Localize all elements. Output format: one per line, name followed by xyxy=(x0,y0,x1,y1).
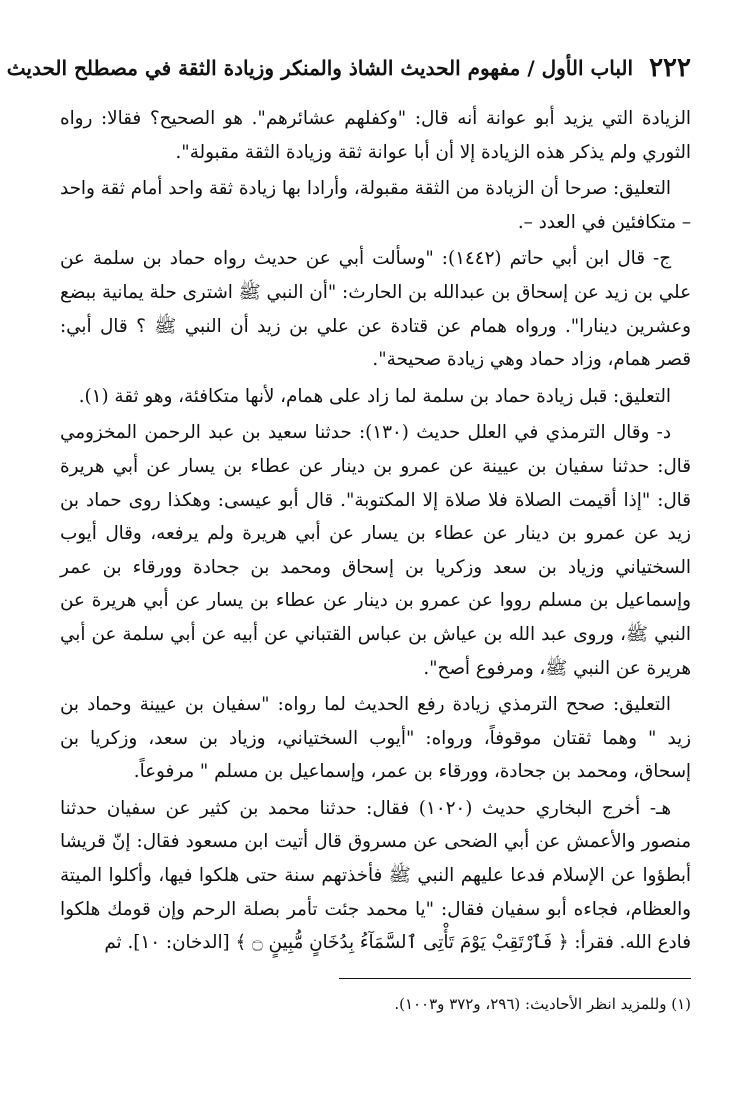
paragraph: الزيادة التي يزيد أبو عوانة أنه قال: "وكفلهم عشائرهم". هو الصحيح؟ فقالا: رواه الثوري ولم يذكر هذه الزيادة إلا أن أبا عوانة ثقة وزيادة الثقة مقبولة". xyxy=(60,108,691,163)
paragraph: التعليق: صرحا أن الزيادة من الثقة مقبولة، وأرادا بها زيادة ثقة واحد أمام ثقة واحد – متكافئين في العدد –. xyxy=(60,178,691,233)
paragraph: ج- قال ابن أبي حاتم (١٤٤٢): "وسألت أبي عن حديث رواه حماد بن سلمة عن علي بن زيد عن إسحاق بن عبدالله بن الحارث: "أن النبي ﷺ اشترى حلة يمانية ببضع وعشرين دينارا". ورواه همام عن قتادة عن علي بن زيد أن النبي ﷺ ؟ قال أبي: قصر همام، وزاد حماد وهي زيادة صحيحة". xyxy=(60,248,691,371)
chapter-title: الباب الأول / مفهوم الحديث الشاذ والمنكر وزيادة الثقة في مصطلح الحديث xyxy=(6,56,634,80)
paragraph: التعليق: قبل زيادة حماد بن سلمة لما زاد على همام، لأنها متكافئة، وهو ثقة (١). xyxy=(78,385,671,407)
main-text xyxy=(60,102,691,960)
page-number: ٢٢٢ xyxy=(649,53,691,83)
footnote: (١) وللمزيد انظر الأحاديث: (٢٩٦، و٣٧٢ و١٠٠٣). xyxy=(394,994,691,1013)
paragraph: د- وقال الترمذي في العلل حديث (١٣٠): حدثنا سعيد بن عبد الرحمن المخزومي قال: حدثنا سفيان بن عيينة عن عمرو بن دينار عن عطاء بن يسار عن أبي هريرة قال: "إذا أقيمت الصلاة فلا صلاة إلا المكتوبة". قال أبو عيسى: وهكذا روى حماد بن زيد عن عمرو بن دينار عن عطاء بن يسار عن أبي هريرة ولم يرفعه، وقال أيوب السختياني وزياد بن سعد وزكريا بن إسحاق ومحمد بن جحادة وورقاء بن عمر وإسماعيل بن مسلم رووا عن عمرو بن دينار عن عطاء بن يسار عن أبي هريرة عن النبي ﷺ، وروى عبد الله بن عياش بن عباس القتباني عن أبيه عن أبي سلمة عن أبي هريرة عن النبي ﷺ، ومرفوع أصح". xyxy=(60,422,691,679)
paragraph: التعليق: صحح الترمذي زيادة رفع الحديث لما رواه: "سفيان بن عيينة وحماد بن زيد " وهما ثقتان موقوفاً، ورواه: "أيوب السختياني، وزياد بن سعد، وزكريا بن إسحاق، ومحمد بن جحادة، وورقاء بن عمر، وإسماعيل بن مسلم " مرفوعاً. xyxy=(60,694,691,783)
running-header xyxy=(6,40,691,96)
paragraph: هـ- أخرج البخاري حديث (١٠٢٠) فقال: حدثنا محمد بن كثير عن سفيان حدثنا منصور والأعمش عن أبي الضحى عن مسروق قال أتيت ابن مسعود فقال: إنّ قريشا أبطؤوا عن الإسلام فدعا عليهم النبي ﷺ فأخذتهم سنة حتى هلكوا فيها، وأكلوا الميتة والعظام، فجاءه أبو سفيان فقال: "يا محمد جئت تأمر بصلة الرحم وإن قومك هلكوا فادع الله. فقرأ: ﴿ فَٱرْتَقِبْ يَوْمَ تَأْتِى ٱلسَّمَآءُ بِدُخَانٍ مُّبِينٍ ۝ ﴾ [الدخان: ١٠]. ثم xyxy=(60,797,691,954)
footnote-separator xyxy=(339,978,691,979)
book-page xyxy=(6,40,691,1017)
